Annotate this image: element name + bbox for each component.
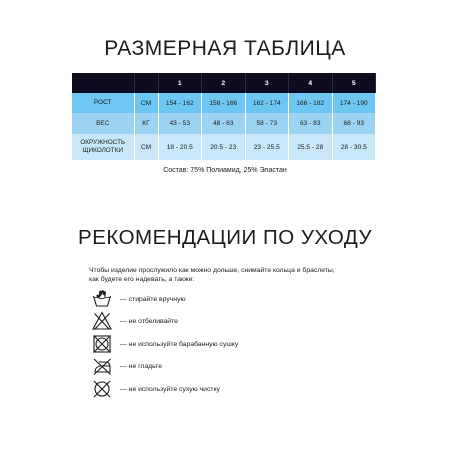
row-label: РОСТ [72, 93, 134, 113]
row-label-line: ОКРУЖНОСТЬ [80, 139, 126, 146]
table-cell: 43 - 53 [158, 113, 202, 134]
size-column-header: 3 [245, 73, 289, 93]
care-title: РЕКОМЕНДАЦИИ ПО УХОДУ [78, 226, 372, 249]
size-column-header: 5 [332, 73, 376, 93]
care-item-text: — стирайте вручную [120, 295, 186, 303]
ankle-row [72, 134, 376, 160]
care-item-text: — не используйте сухую чистку [120, 385, 220, 393]
no-tumble-dry-icon [91, 333, 113, 355]
row-label [72, 134, 134, 160]
table-cell: 68 - 93 [332, 113, 376, 134]
size-table-title: РАЗМЕРНАЯ ТАБЛИЦА [104, 37, 346, 60]
size-table [72, 73, 376, 160]
row-label: ВЕС [72, 113, 134, 134]
care-item-hand-wash [91, 288, 186, 310]
care-item-no-tumble-dry [91, 333, 238, 355]
care-item-no-dry-clean [91, 378, 220, 400]
care-intro [89, 266, 389, 284]
size-table-header-row [72, 73, 376, 93]
no-iron-icon [91, 355, 113, 377]
table-cell: 18 - 20.5 [158, 134, 202, 160]
table-cell: 166 - 182 [289, 93, 333, 113]
table-cell: 158 - 166 [202, 93, 246, 113]
table-cell: 28 - 30.5 [332, 134, 376, 160]
table-cell: 48 - 63 [202, 113, 246, 134]
care-item-text: — не отбеливайте [120, 317, 178, 325]
size-column-header: 4 [289, 73, 333, 93]
height-row [72, 93, 376, 113]
row-label-line: ЩИКОЛОТКИ [82, 147, 124, 154]
care-item-text: — не гладьте [120, 362, 162, 370]
row-unit: СМ [134, 93, 158, 113]
table-cell: 25.5 - 28 [289, 134, 333, 160]
table-cell: 63 - 83 [289, 113, 333, 134]
table-cell: 23 - 25.5 [245, 134, 289, 160]
weight-row [72, 113, 376, 134]
size-column-header: 1 [158, 73, 202, 93]
care-item-no-bleach [91, 310, 178, 332]
no-bleach-icon [91, 310, 113, 332]
table-cell: 20.5 - 23 [202, 134, 246, 160]
row-unit: КГ [134, 113, 158, 134]
table-cell: 174 - 190 [332, 93, 376, 113]
care-intro-line: как будете его надевать, а также: [89, 276, 195, 283]
care-intro-line: Чтобы изделие прослужило как можно дольше, снимайте кольца и браслеты, [89, 267, 335, 274]
table-cell: 58 - 73 [245, 113, 289, 134]
row-unit: СМ [134, 134, 158, 160]
table-cell: 154 - 162 [158, 93, 202, 113]
composition-note: Состав: 75% Полиамид, 25% Эластан [163, 167, 287, 174]
size-column-header: 2 [202, 73, 246, 93]
care-item-no-iron [91, 355, 162, 377]
care-item-text: — не используйте барабанную сушку [120, 340, 239, 348]
table-cell: 162 - 174 [245, 93, 289, 113]
no-dry-clean-icon [91, 378, 113, 400]
hand-wash-icon [91, 288, 113, 310]
header-empty-cell [72, 73, 134, 93]
header-empty-cell [134, 73, 158, 93]
